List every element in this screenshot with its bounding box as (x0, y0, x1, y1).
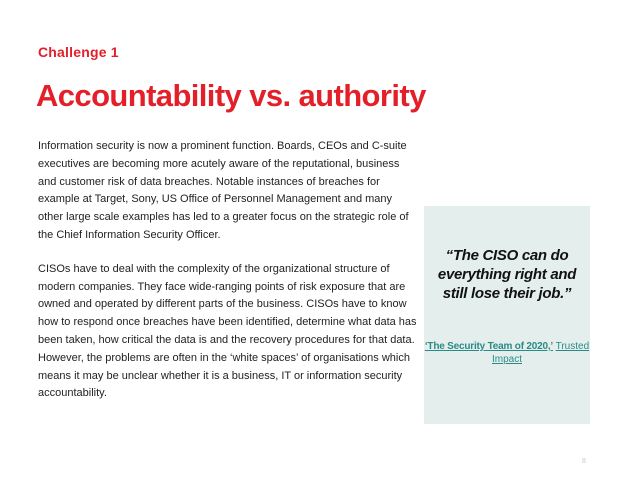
quote-box (424, 206, 590, 424)
paragraph-2: CISOs have to deal with the complexity of the organizational structure of modern companies. They face wide-ranging points of risk exposure that are owned and operated by different parts of the business. CISOs have to know how to respond once breaches have been identified, determine what data has been taken, how critical the data is and the recovery procedures for that data. However, the problems are often in the ‘white spaces’ of organisations which means it may be unclear whether it is a business, IT or information security accountability. (38, 262, 417, 400)
challenge-label: Challenge 1 (38, 44, 119, 60)
page-title: Accountability vs. authority (36, 78, 426, 113)
page-number: 8 (582, 458, 586, 465)
paragraph-1: Information security is now a prominent function. Boards, CEOs and C-suite executives are becoming more acutely aware of the reputational, business and customer risk of data breaches. Notable instances of breaches for example at Target, Sony, US Office of Personnel Management and many other large scale examples has led to a greater focus on the strategic role of the Chief Information Security Officer. (38, 140, 409, 241)
quote-source-title: ‘The Security Team of 2020,’ (424, 341, 553, 352)
quote-source-link[interactable]: Trusted Impact (491, 341, 590, 365)
pull-quote: “The CISO can do everything right and still lose their job.” (437, 247, 577, 302)
body-text (38, 138, 418, 403)
quote-source (424, 340, 590, 366)
